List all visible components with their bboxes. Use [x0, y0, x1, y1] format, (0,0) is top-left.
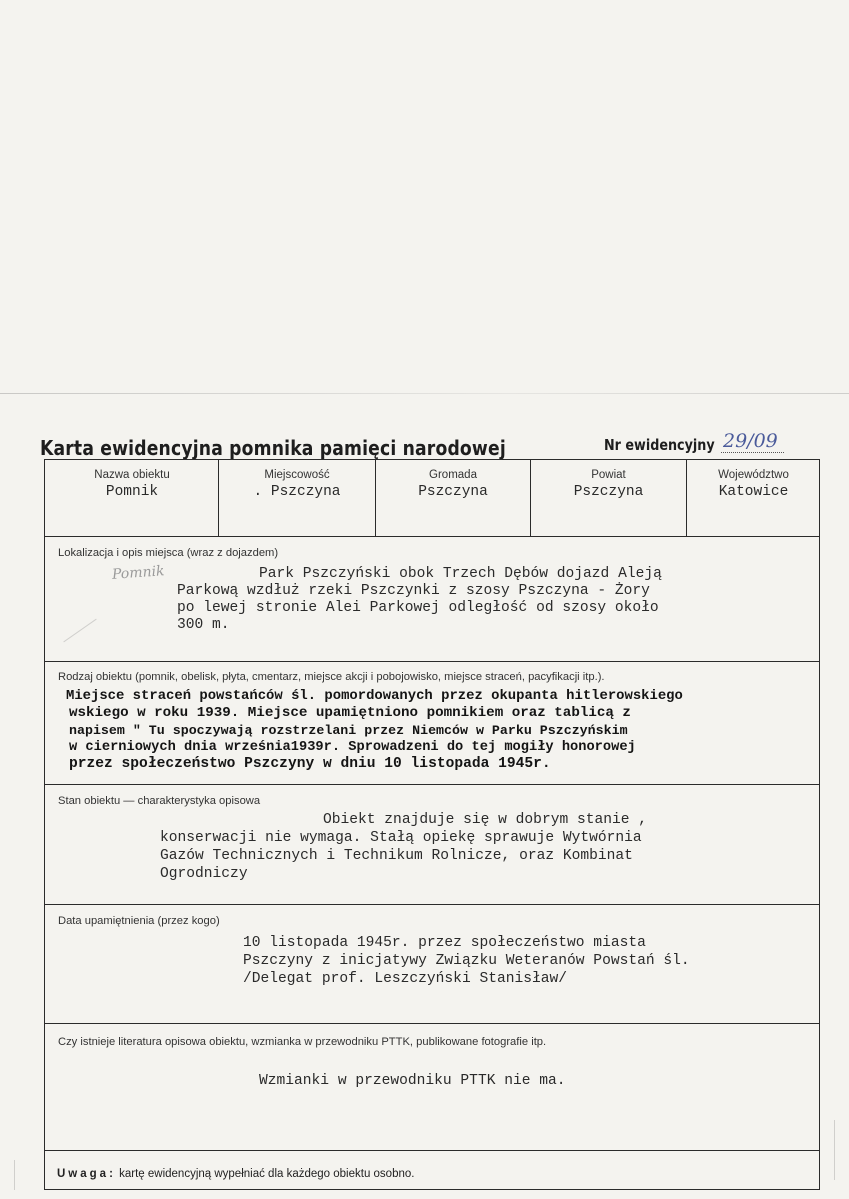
lokalizacja-line: Park Pszczyński obok Trzech Dębów dojazd Aleją: [259, 566, 662, 582]
field-value: . Pszczyna: [253, 484, 341, 500]
field-value: Pszczyna: [418, 484, 488, 500]
data-line: Pszczyny z inicjatywy Związku Weteranów Powstań śl.: [243, 953, 690, 969]
field-label: Gromada: [429, 469, 477, 481]
field-gromada: [376, 469, 530, 500]
section-divider: [44, 1150, 820, 1151]
lokalizacja-line: 300 m.: [177, 617, 230, 633]
field-value: Pszczyna: [573, 484, 644, 500]
field-value: Pomnik: [105, 484, 159, 500]
field-label: Województwo: [718, 469, 789, 481]
section-divider: [44, 536, 820, 537]
stan-line: Gazów Technicznych i Technikum Rolnicze, oraz Kombinat: [160, 848, 633, 864]
field-label: Miejscowość: [264, 469, 330, 481]
paper-fold-line: [0, 393, 849, 394]
registry-number-value: 29/09: [721, 430, 784, 453]
literatura-line: Wzmianki w przewodniku PTTK nie ma.: [259, 1073, 566, 1089]
section-label-rodzaj: Rodzaj obiektu (pomnik, obelisk, płyta, cmentarz, miejsce akcji i pobojowisko, miejsce straceń, pacyfikacji itp.).: [58, 671, 605, 683]
section-divider: [44, 1023, 820, 1024]
field-miejscowosc: [219, 469, 375, 500]
registry-number: [604, 430, 778, 455]
stan-line: Ogrodniczy: [160, 866, 248, 882]
data-line: 10 listopada 1945r. przez społeczeństwo miasta: [243, 935, 646, 951]
lokalizacja-line: po lewej stronie Alei Parkowej odległość od szosy około: [177, 600, 659, 616]
field-wojewodztwo: [687, 469, 820, 500]
section-label-data: Data upamiętnienia (przez kogo): [58, 915, 220, 927]
field-label: Nazwa obiektu: [94, 469, 170, 481]
pencil-note: Pomnik: [111, 563, 166, 583]
card-title: Karta ewidencyjna pomnika pamięci narodowej: [40, 436, 506, 460]
rodzaj-line: wskiego w roku 1939. Miejsce upamiętniono pomnikiem oraz tablicą z: [69, 705, 631, 721]
section-label-literatura: Czy istnieje literatura opisowa obiektu, wzmianka w przewodniku PTTK, publikowane fotografie itp.: [58, 1036, 547, 1048]
rodzaj-line: przez społeczeństwo Pszczyny w dniu 10 listopada 1945r.: [69, 756, 551, 772]
field-label: Powiat: [591, 469, 626, 481]
stan-line: Obiekt znajduje się w dobrym stanie ,: [323, 812, 648, 828]
field-nazwa-obiektu: [46, 469, 218, 500]
field-value: Katowice: [718, 484, 789, 500]
data-line: /Delegat prof. Leszczyński Stanisław/: [243, 971, 568, 987]
rodzaj-line: napisem " Tu spoczywają rozstrzelani przez Niemców w Parku Pszczyńskim: [69, 723, 628, 738]
registry-number-label: Nr ewidencyjny: [604, 436, 715, 454]
section-divider: [44, 784, 820, 785]
footer-note: [57, 1168, 414, 1180]
footer-note-text: kartę ewidencyjną wypełniać dla każdego obiektu osobno.: [119, 1168, 415, 1180]
section-label-stan: Stan obiektu — charakterystyka opisowa: [58, 795, 261, 807]
edge-mark: [834, 1120, 835, 1180]
rodzaj-line: Miejsce straceń powstańców śl. pomordowanych przez okupanta hitlerowskiego: [66, 688, 683, 704]
edge-mark: [14, 1160, 15, 1190]
section-divider: [44, 904, 820, 905]
lokalizacja-line: Parkową wzdłuż rzeki Pszczynki z szosy Pszczyna - Żory: [177, 583, 650, 599]
field-powiat: [531, 469, 686, 500]
stan-line: konserwacji nie wymaga. Stałą opiekę sprawuje Wytwórnia: [160, 830, 642, 846]
footer-note-key: Uwaga:: [57, 1168, 116, 1180]
section-divider: [44, 661, 820, 662]
rodzaj-line: w cierniowych dnia września1939r. Sprowadzeni do tej mogiły honorowej: [69, 740, 636, 755]
section-label-lokalizacja: Lokalizacja i opis miejsca (wraz z dojazdem): [58, 547, 279, 559]
